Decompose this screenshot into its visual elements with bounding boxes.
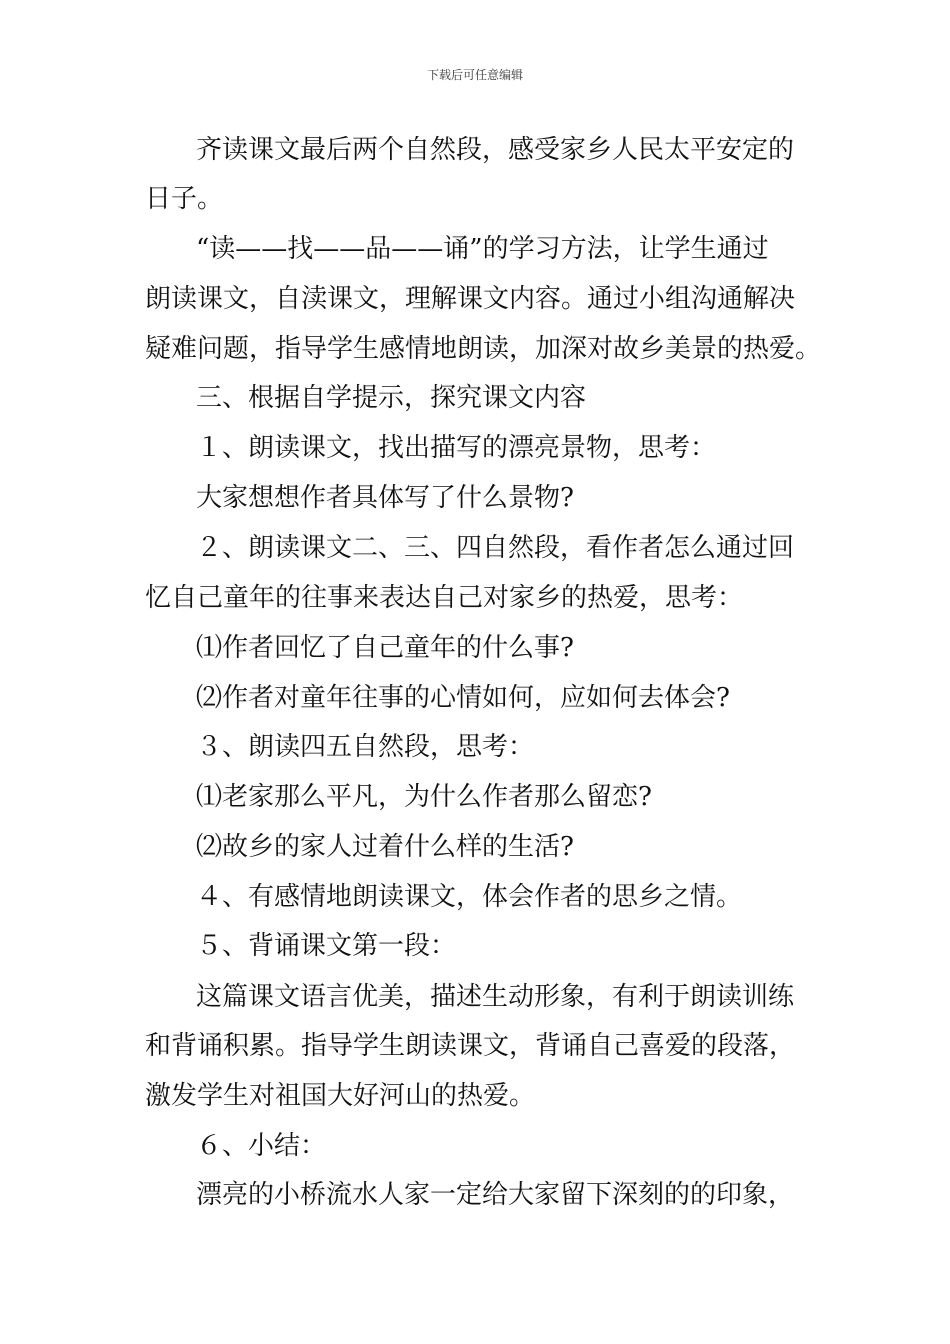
body-line-13: ３、朗读四五自然段，思考： xyxy=(196,732,535,762)
body-line-15: ⑵故乡的家人过着什么样的生活? xyxy=(196,832,574,862)
body-line-18: 这篇课文语言优美，描述生动形象，有利于朗读训练 xyxy=(196,982,795,1012)
body-line-10: 忆自己童年的往事来表达自己对家乡的热爱，思考： xyxy=(145,583,744,613)
page-header: 下载后可任意编辑 xyxy=(426,68,523,82)
body-line-7: １、朗读课文，找出描写的漂亮景物，思考： xyxy=(196,433,717,463)
body-line-2: 日子。 xyxy=(145,184,224,214)
body-line-9: ２、朗读课文二、三、四自然段，看作者怎么通过回 xyxy=(196,533,795,563)
body-line-11: ⑴作者回忆了自己童年的什么事? xyxy=(196,633,574,663)
body-line-14: ⑴老家那么平凡，为什么作者那么留恋? xyxy=(196,782,652,812)
body-line-19: 和背诵积累。指导学生朗读课文，背诵自己喜爱的段落， xyxy=(145,1031,796,1061)
body-line-4: 朗读课文，自渎课文，理解课文内容。通过小组沟通解决 xyxy=(145,284,796,314)
body-line-16: ４、有感情地朗读课文，体会作者的思乡之情。 xyxy=(196,882,743,912)
body-line-21: ６、小结： xyxy=(196,1131,327,1161)
body-line-8: 大家想想作者具体写了什么景物? xyxy=(196,483,574,513)
body-line-6: 三、根据自学提示，探究课文内容 xyxy=(196,383,587,413)
body-line-1: 齐读课文最后两个自然段，感受家乡人民太平安定的 xyxy=(196,135,795,165)
body-line-17: ５、背诵课文第一段： xyxy=(196,931,457,961)
body-line-22: 漂亮的小桥流水人家一定给大家留下深刻的的印象， xyxy=(196,1180,795,1210)
body-line-5: 疑难问题，指导学生感情地朗读，加深对故乡美景的热爱。 xyxy=(145,334,822,364)
body-line-20: 激发学生对祖国大好河山的热爱。 xyxy=(145,1081,536,1111)
body-line-3: “读——找——品——诵”的学习方法，让学生通过 xyxy=(196,234,769,264)
body-line-12: ⑵作者对童年往事的心情如何，应如何去体会? xyxy=(196,683,730,713)
